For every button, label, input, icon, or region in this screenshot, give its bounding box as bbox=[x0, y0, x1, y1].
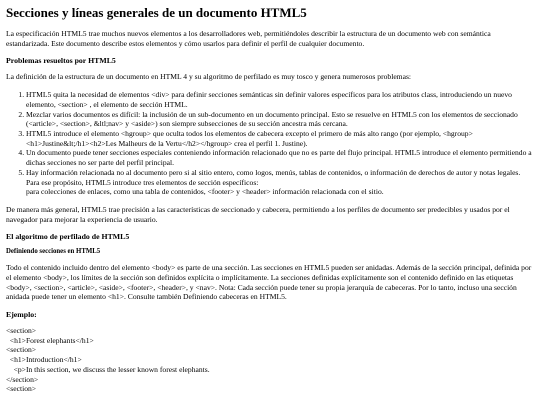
list-item: 1. HTML5 quita la necesidad de elementos <div> para definir secciones semánticas sin definir valores específicos para los atributos class, introduciendo un nuevo elemento, <section> , el elemento de sección HTML. bbox=[26, 90, 534, 109]
list-item: 3. HTML5 introduce el elemento <hgroup> que oculta todos los elementos de cabecera excepto el primero de más alto rango (por ejemplo, <hgroup><h1>Justine&lt;/h1><h2>Les Malheurs de la Vertu</h2></hgroup> crea el perfil 1. Justine). bbox=[26, 129, 534, 148]
intro-paragraph: La especificación HTML5 trae muchos nuevos elementos a los desarrolladores web, permitiéndoles describir la estructura de un documento web con semántica estandarizada. Este documento describe estos elementos y cómo usarlos para definir el perfil de cualquier documento. bbox=[6, 28, 491, 48]
code-line: <section> bbox=[6, 384, 37, 394]
sections-paragraph: Todo el contenido incluido dentro del elemento <body> es parte de una sección. Las secciones en HTML5 pueden ser anidadas. Además de la sección principal, definida por el elemento <body>, los límites de la sección son definidos explícita o implícitamente. La secciones definidas explícitamente son el contenido definido en las etiquetas <body>, <section>, <article>, <aside>, <footer>, <header>, y <nav>. Nota: Cada sección puede tener su propia jerarquía de cabeceras. Por lo tanto, incluso una sección anidada puede tener un elemento <h1>. Consulte también Definiendo cabeceras en HTML5. bbox=[6, 263, 532, 302]
algorithm-heading: El algoritmo de perfilado de HTML5 bbox=[6, 232, 130, 242]
code-line: <h1>Introduction</h1> bbox=[6, 355, 82, 365]
sections-heading: Definiendo secciones en HTML5 bbox=[6, 248, 101, 256]
problems-list bbox=[6, 90, 534, 197]
list-item: 4. Un documento puede tener secciones especiales conteniendo información relacionado que no es parte del flujo principal. HTML5 introduce el elemento permitiendo a dichas secciones no ser parte del perfil principal. bbox=[26, 148, 534, 167]
code-line: <h1>Forest elephants</h1> bbox=[6, 335, 94, 345]
code-line: </section> bbox=[6, 374, 39, 384]
list-item: 5. Hay información relacionada no al documento pero si al sitio entero, como logos, menús, tablas de contenidos, o información de derechos de autor y notas legales. Para ese propósito, HTML5 introduce tres elementos de sección específicos: para colecciones de enlaces, como una tabla de contenidos, <footer> y <header> información relacionada con el sitio. bbox=[26, 168, 534, 197]
problems-heading: Problemas resueltos por HTML5 bbox=[6, 56, 116, 66]
code-example bbox=[6, 326, 534, 394]
problems-intro: La definición de la estructura de un documento en HTML 4 y su algoritmo de perfilado es muy tosco y genera numerosos problemas: bbox=[6, 72, 412, 82]
example-heading: Ejemplo: bbox=[6, 309, 37, 319]
page-title: Secciones y líneas generales de un documento HTML5 bbox=[6, 5, 307, 20]
code-line: <p>In this section, we discuss the lesser known forest elephants. bbox=[6, 364, 210, 374]
code-line: <section> bbox=[6, 325, 37, 335]
list-item: 2. Mezclar varios documentos es difícil: la inclusión de un sub-documento en un documento principal. Esto se resuelve en HTML5 con los elementos de seccionado (<article>, <section>, &ltl;nav> y <aside>) son siempre subsecciones de su sección ancestra más cercana. bbox=[26, 110, 534, 129]
code-line: <section> bbox=[6, 345, 37, 355]
problems-outro: De manera más general, HTML5 trae precisión a las características de seccionado y cabecera, permitiendo a los perfiles de documento ser predecibles y usados por el navegador para mejorar la experiencia de usuario. bbox=[6, 204, 510, 224]
